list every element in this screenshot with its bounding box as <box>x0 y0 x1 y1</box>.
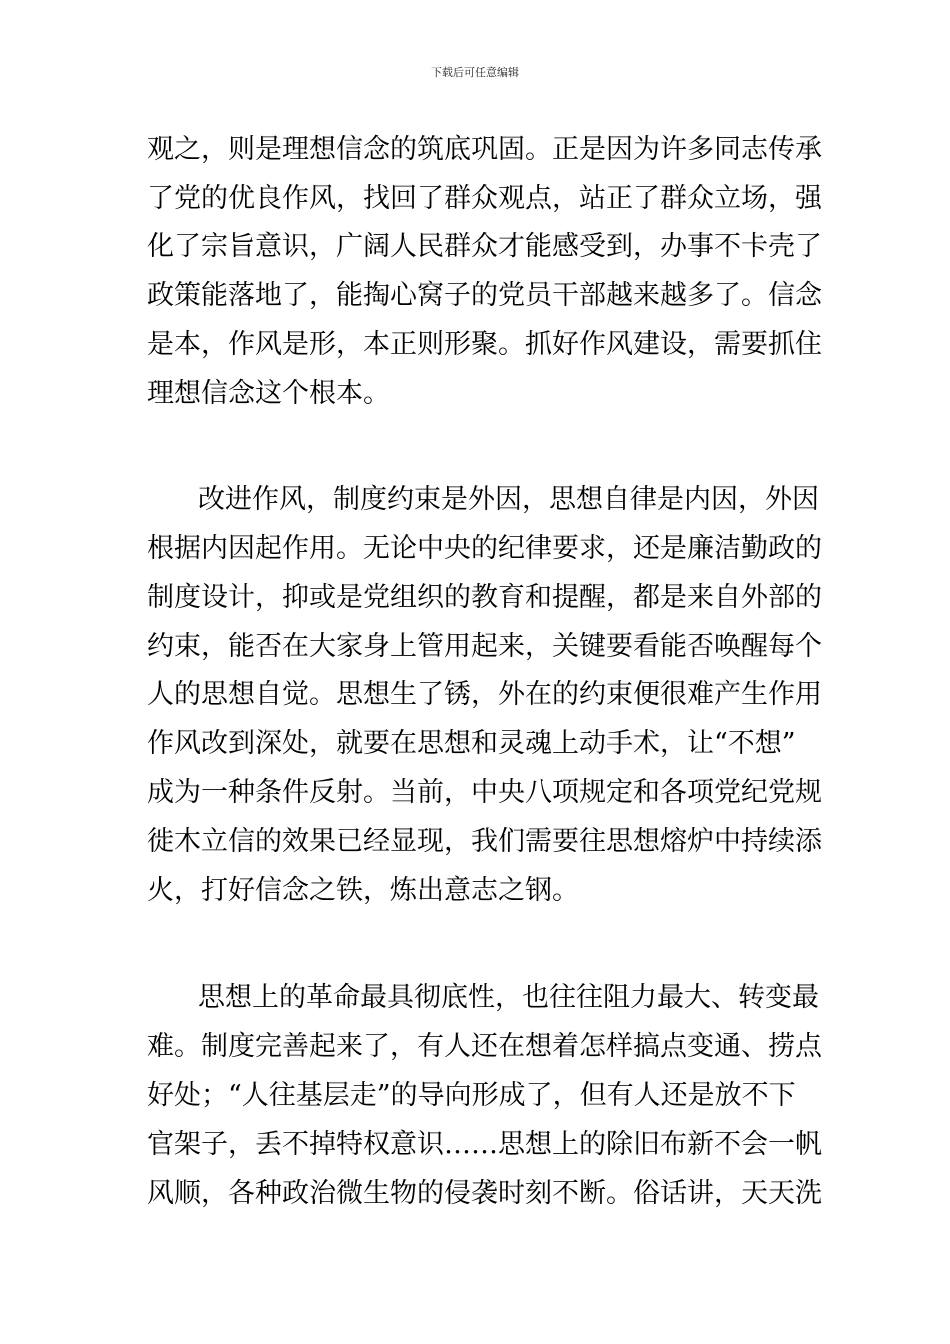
paragraph-1-line-5: 是本，作风是形，本正则形聚。抓好作风建设，需要抓住 <box>147 329 822 360</box>
paragraph-2-line-2: 根据内因起作用。无论中央的纪律要求，还是廉洁勤政的 <box>147 533 822 564</box>
paragraph-2-line-3: 制度设计，抑或是党组织的教育和提醒，都是来自外部的 <box>147 582 822 613</box>
paragraph-3-line-2: 难。制度完善起来了，有人还在想着怎样搞点变通、捞点 <box>147 1031 822 1062</box>
paragraph-1-line-6: 理想信念这个根本。 <box>147 378 390 409</box>
paragraph-2-line-1: 改进作风，制度约束是外因，思想自律是内因，外因 <box>198 484 819 515</box>
paragraph-1-line-2: 了党的优良作风，找回了群众观点，站正了群众立场，强 <box>147 183 822 214</box>
paragraph-2-line-9: 火，打好信念之铁，炼出意志之钢。 <box>147 875 579 906</box>
paragraph-3-line-3: 好处；“人往基层走”的导向形成了，但有人还是放不下 <box>147 1080 796 1111</box>
paragraph-3-line-1: 思想上的革命最具彻底性，也往往阻力最大、转变最 <box>198 982 819 1013</box>
page-header: 下载后可任意编辑 <box>431 66 519 79</box>
paragraph-2-line-4: 约束，能否在大家身上管用起来，关键要看能否唤醒每个 <box>147 631 822 662</box>
paragraph-2-line-8: 徙木立信的效果已经显现，我们需要往思想熔炉中持续添 <box>147 826 822 857</box>
paragraph-1-line-4: 政策能落地了，能掏心窝子的党员干部越来越多了。信念 <box>147 280 822 311</box>
paragraph-3-line-4: 官架子，丢不掉特权意识……思想上的除旧布新不会一帆 <box>147 1129 822 1160</box>
paragraph-3-line-5: 风顺，各种政治微生物的侵袭时刻不断。俗话讲，天天洗 <box>147 1178 822 1209</box>
paragraph-2-line-7: 成为一种条件反射。当前，中央八项规定和各项党纪党规 <box>147 777 822 808</box>
paragraph-1-line-3: 化了宗旨意识，广阔人民群众才能感受到，办事不卡壳了 <box>147 231 822 262</box>
paragraph-2-line-5: 人的思想自觉。思想生了锈，外在的约束便很难产生作用 <box>147 679 822 710</box>
paragraph-2-line-6: 作风改到深处，就要在思想和灵魂上动手术，让“不想” <box>147 728 796 759</box>
paragraph-1-line-1: 观之，则是理想信念的筑底巩固。正是因为许多同志传承 <box>147 134 822 165</box>
